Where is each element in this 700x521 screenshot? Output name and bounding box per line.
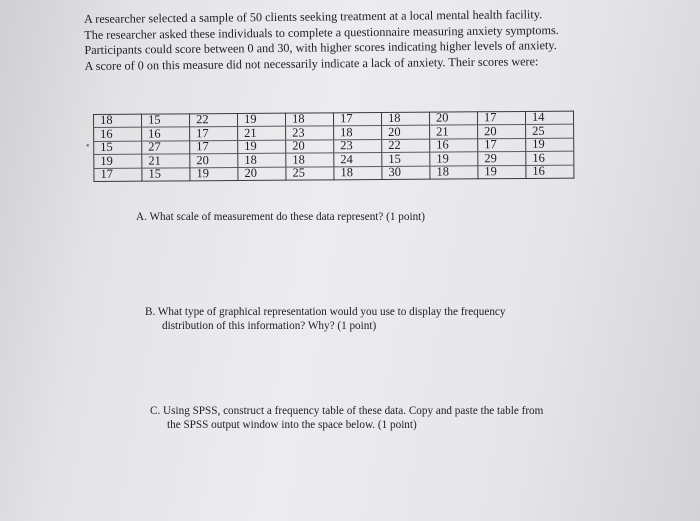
table-cell: 19 xyxy=(237,113,285,127)
question-b-text: B. What type of graphical representation would you use to display the frequency xyxy=(145,306,506,318)
table-cell: 30 xyxy=(382,166,430,180)
table-cell: 20 xyxy=(429,112,477,126)
intro-line: A score of 0 on this measure did not necessarily indicate a lack of anxiety. Their scores were: xyxy=(84,54,539,73)
table-cell: 18 xyxy=(430,165,478,179)
table-cell: 25 xyxy=(286,166,334,180)
table-cell: 16 xyxy=(142,127,190,141)
table-cell: 17 xyxy=(333,112,381,126)
table-cell: 14 xyxy=(525,111,573,125)
intro-line: A researcher selected a sample of 50 clients seeking treatment at a local mental health facility. xyxy=(84,7,543,26)
table-cell: 22 xyxy=(190,113,238,127)
table-cell: 15 xyxy=(94,141,142,155)
table-cell: 16 xyxy=(430,139,478,153)
table-cell: 19 xyxy=(94,154,142,168)
table-cell: 17 xyxy=(190,140,238,154)
table-cell: 18 xyxy=(286,153,334,167)
table-cell: 23 xyxy=(286,126,334,140)
question-c xyxy=(150,404,543,432)
table-cell: 20 xyxy=(190,154,238,168)
intro-line: Participants could score between 0 and 30, with higher scores indicating higher levels of anxiety. xyxy=(84,38,557,58)
table-cell: 17 xyxy=(477,111,525,125)
table-cell: 22 xyxy=(382,139,430,153)
table-cell: 27 xyxy=(142,141,190,155)
table-cell: 20 xyxy=(382,126,430,140)
table-cell: 15 xyxy=(142,114,190,128)
table-cell: 25 xyxy=(526,125,574,139)
table-cell: 23 xyxy=(334,139,382,153)
table-cell: 16 xyxy=(526,151,574,165)
table-cell: 20 xyxy=(478,125,526,139)
table-cell: 15 xyxy=(142,167,190,181)
table-cell: 24 xyxy=(334,153,382,167)
question-a xyxy=(136,210,425,224)
table-cell: 21 xyxy=(430,125,478,139)
table-cell: 18 xyxy=(381,112,429,126)
table-cell: 17 xyxy=(190,127,238,141)
table-cell: 18 xyxy=(94,114,142,128)
question-b xyxy=(145,305,506,333)
table-cell: 16 xyxy=(526,165,574,179)
intro-line: The researcher asked these individuals to complete a questionnaire measuring anxiety symptoms. xyxy=(84,22,559,42)
table-cell: 18 xyxy=(238,153,286,167)
table-row xyxy=(94,165,574,182)
table-cell: 19 xyxy=(478,165,526,179)
scores-table xyxy=(93,111,574,182)
table-cell: 20 xyxy=(286,140,334,154)
table-cell: 17 xyxy=(478,138,526,152)
question-a-text: A. What scale of measurement do these data represent? (1 point) xyxy=(136,211,426,223)
table-cell: 19 xyxy=(190,167,238,181)
bullet-marker: • xyxy=(86,141,90,152)
table-cell: 21 xyxy=(238,127,286,141)
table-cell: 18 xyxy=(334,166,382,180)
table-cell: 15 xyxy=(382,152,430,166)
table-cell: 19 xyxy=(430,152,478,166)
table-cell: 18 xyxy=(285,113,333,127)
table-cell: 16 xyxy=(94,128,142,142)
table-cell: 19 xyxy=(238,140,286,154)
table-cell: 17 xyxy=(94,168,142,182)
table-cell: 18 xyxy=(334,126,382,140)
table-cell: 29 xyxy=(478,152,526,166)
table-cell: 21 xyxy=(142,154,190,168)
question-b-text-continued: distribution of this information? Why? (1 point) xyxy=(162,320,377,332)
table-cell: 20 xyxy=(238,167,286,181)
table-cell: 19 xyxy=(526,138,574,152)
question-c-text: C. Using SPSS, construct a frequency table of these data. Copy and paste the table from xyxy=(150,405,544,417)
intro-paragraph xyxy=(84,7,605,75)
question-c-text-continued: the SPSS output window into the space below. (1 point) xyxy=(167,419,417,431)
